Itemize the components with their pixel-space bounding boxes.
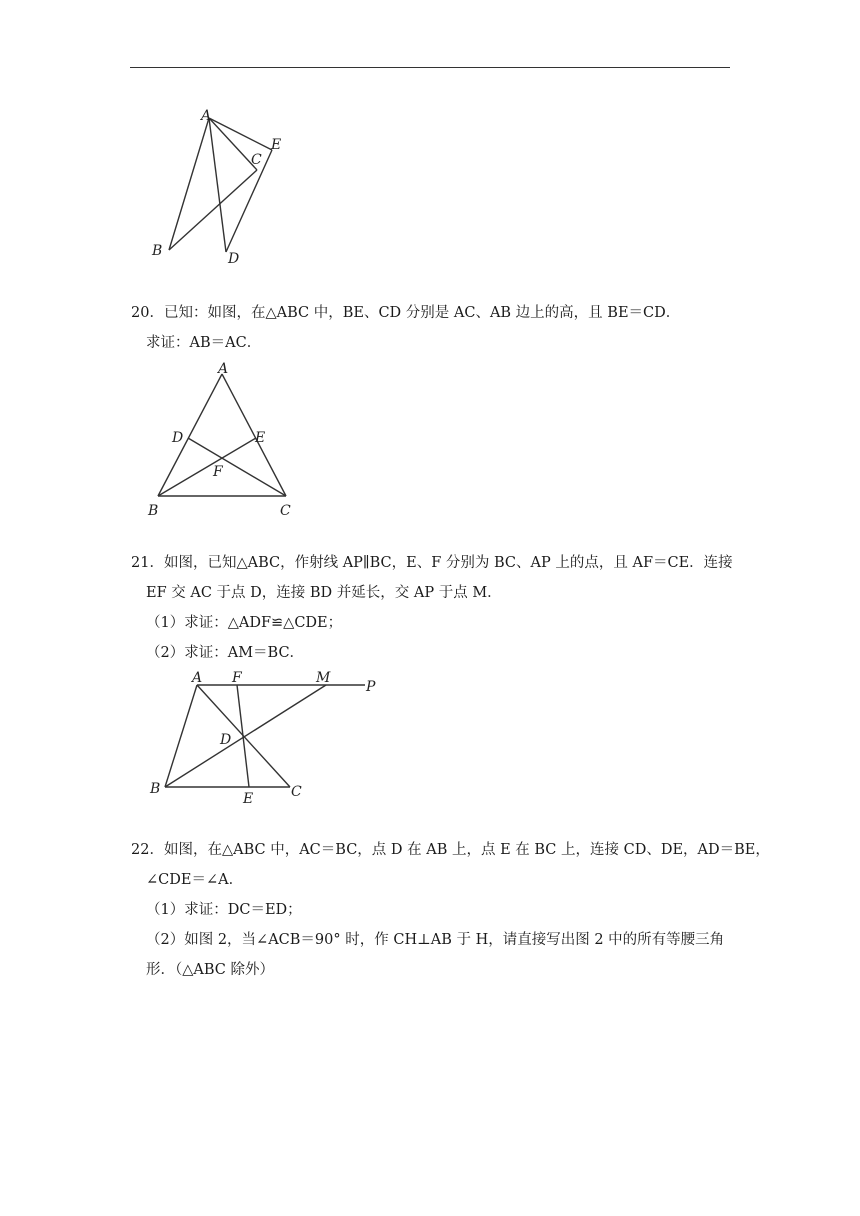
label-d: D <box>228 251 240 267</box>
segment-ab <box>169 118 209 250</box>
label-c: C <box>251 152 262 168</box>
figure-21 <box>140 665 390 810</box>
q22-part-1: （1）求证：DC＝ED； <box>146 902 302 918</box>
segment-ab <box>165 685 197 787</box>
label-f: F <box>213 464 223 480</box>
q22-part-2: （2）如图 2，当∠ACB＝90° 时，作 CH⊥AB 于 H，请直接写出图 2 中的所有等腰三角 <box>146 932 725 948</box>
label-p: P <box>366 679 376 695</box>
segment-ac <box>209 118 257 170</box>
segment-ae <box>209 118 272 150</box>
label-m: M <box>316 670 331 686</box>
label-d: D <box>172 430 184 446</box>
label-a: A <box>192 670 203 686</box>
q21-statement-2: EF 交 AC 于点 D，连接 BD 并延长，交 AP 于点 M． <box>146 585 502 601</box>
q22-statement-2: ∠CDE＝∠A． <box>146 872 244 888</box>
label-c: C <box>280 503 291 519</box>
segment-bm <box>165 685 326 787</box>
label-f: F <box>232 670 242 686</box>
segment-bc <box>169 170 257 250</box>
label-e: E <box>243 791 254 807</box>
q22-statement-1: 22．如图，在△ABC 中，AC＝BC，点 D 在 AB 上，点 E 在 BC 上，连接 CD、DE，AD＝BE， <box>131 842 770 858</box>
label-b: B <box>148 503 159 519</box>
header-rule <box>130 67 730 68</box>
q22-part-2-cont: 形．（△ABC 除外） <box>146 962 275 978</box>
figure-19 <box>145 100 295 275</box>
label-b: B <box>152 243 163 259</box>
label-e: E <box>255 430 266 446</box>
label-a: A <box>218 361 229 377</box>
q21-part-2: （2）求证：AM＝BC． <box>146 645 305 661</box>
segment-de <box>226 150 272 252</box>
q21-part-1: （1）求证：△ADF≌△CDE； <box>146 615 343 631</box>
q20-statement: 20．已知：如图，在△ABC 中，BE、CD 分别是 AC、AB 边上的高，且 BE＝CD． <box>131 305 681 321</box>
label-a: A <box>201 108 212 124</box>
label-d: D <box>220 732 232 748</box>
label-b: B <box>150 781 161 797</box>
segment-fe <box>237 685 249 787</box>
label-c: C <box>291 784 302 800</box>
segment-ad <box>209 118 226 252</box>
q21-statement-1: 21．如图，已知△ABC，作射线 AP∥BC，E、F 分别为 BC、AP 上的点，且 AF＝CE．连接 <box>131 555 733 571</box>
label-e: E <box>271 137 282 153</box>
q20-prove: 求证：AB＝AC． <box>146 335 262 351</box>
figure-20 <box>140 358 310 523</box>
